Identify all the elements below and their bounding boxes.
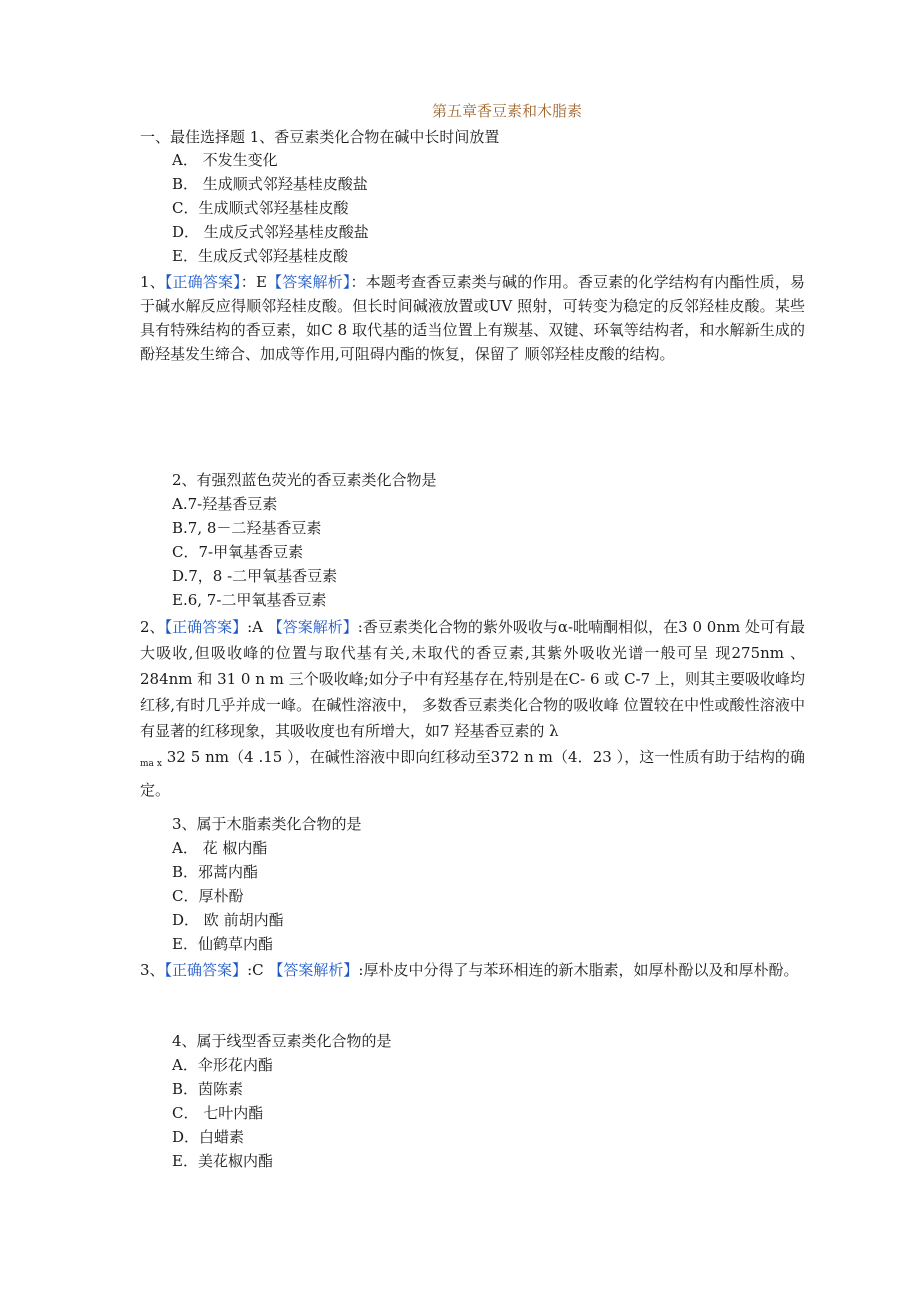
q1-option-d: D． 生成反式邻羟基桂皮酸盐 (172, 223, 369, 241)
q1-analysis-label: 【答案解析】 (266, 273, 351, 291)
q2-number: 2、 (140, 618, 165, 636)
q3-analysis-label: 【答案解析】 (268, 961, 359, 979)
q1-answer-label: 【正确答案】 (164, 273, 241, 291)
q3-option-a: A． 花 椒内酯 (172, 839, 268, 857)
q3-option-b: B．邪蒿内酯 (172, 863, 259, 881)
q3-option-d: D． 欧 前胡内酯 (172, 911, 284, 929)
q4-option-e: E．美花椒内酯 (172, 1152, 273, 1170)
q1-analysis-text: ：本题考查香豆素类与碱的作用。香豆素的化学结构有内酯性质，易于碱水解反应得顺邻羟桂皮酸。但长时间碱液放置或UV 照射，可转变为稳定的反邻羟桂皮酸。某些具有特殊结构的香豆素，如C 8 取代基的适当位置上有羰基、双键、环氧等结构者，和水解新生成的酚羟基发生缔合、加成等作用,可阻碍内酯的恢复，保留了 顺邻羟桂皮酸的结构。 (140, 273, 805, 363)
q3-answer-label: 【正确答案】 (164, 961, 248, 979)
q2-answer-value: :A (247, 618, 268, 636)
q1-option-b: B． 生成顺式邻羟基桂皮酸盐 (172, 175, 368, 193)
q4-stem: 4、属于线型香豆素类化合物的是 (172, 1032, 392, 1050)
q1-option-e: E．生成反式邻羟基桂皮酸 (172, 247, 348, 265)
q2-analysis-label: 【答案解析】 (267, 618, 358, 636)
q3-answer-value: :C (247, 961, 269, 979)
q2-option-c: C．7-甲氧基香豆素 (172, 543, 304, 561)
q2-answer-block (140, 614, 805, 803)
q4-option-d: D．白蜡素 (172, 1128, 245, 1146)
q4-option-a: A．伞形花内酯 (172, 1056, 273, 1074)
q3-number: 3、 (140, 961, 165, 979)
section-heading: 一、最佳选择题 1、香豆素类化合物在碱中长时间放置 (140, 128, 500, 146)
q3-option-c: C．厚朴酚 (172, 887, 244, 905)
q3-answer-block (140, 958, 805, 982)
q2-answer-label: 【正确答案】 (164, 618, 248, 636)
q4-option-c: C． 七叶内酯 (172, 1104, 264, 1122)
q2-option-e: E.6, 7-二甲氧基香豆素 (172, 591, 327, 609)
q4-option-b: B．茵陈素 (172, 1080, 244, 1098)
page-title: 第五章香豆素和木脂素 (432, 102, 583, 120)
q1-option-a: A． 不发生变化 (172, 151, 278, 169)
q2-option-a: A.7-羟基香豆素 (172, 495, 278, 513)
q2-option-d: D.7，8 -二甲氧基香豆素 (172, 567, 338, 585)
q1-answer-value: ：E (240, 273, 267, 291)
q2-analysis-text-1: :香豆素类化合物的紫外吸收与α-吡喃酮相似，在3 0 0nm 处可有最大吸收,但吸收峰的位置与取代基有关,未取代的香豆素,其紫外吸收光谱一般可呈 现275nm 、284nm 和 31 0 n m 三个吸收峰;如分子中有羟基存在,特别是在C- 6 或 C-7 上，则其主要吸收峰均红移,有时几乎并成一峰。在碱性溶液中， 多数香豆素类化合物的吸收峰 位置较在中性或酸性溶液中有显著的红移现象，其吸收度也有所增大，如7 羟基香豆素的 λ (140, 618, 805, 740)
q1-option-c: C．生成顺式邻羟基桂皮酸 (172, 199, 349, 217)
q3-option-e: E．仙鹤草内酯 (172, 935, 273, 953)
q1-answer-block (140, 270, 805, 366)
q3-stem: 3、属于木脂素类化合物的是 (172, 815, 362, 833)
q2-subscript: ma x (140, 759, 162, 769)
q2-option-b: B.7, 8－二羟基香豆素 (172, 519, 322, 537)
q2-stem: 2、有强烈蓝色荧光的香豆素类化合物是 (172, 471, 437, 489)
q2-analysis-text-2: 32 5 nm（4 .15 ），在碱性溶液中即向红移动至372 n m（4．23 ），这一性质有助于结构的确定。 (140, 748, 805, 799)
q3-analysis-text: :厚朴皮中分得了与苯环相连的新木脂素，如厚朴酚以及和厚朴酚。 (358, 961, 799, 979)
q1-number: 1、 (140, 273, 165, 291)
